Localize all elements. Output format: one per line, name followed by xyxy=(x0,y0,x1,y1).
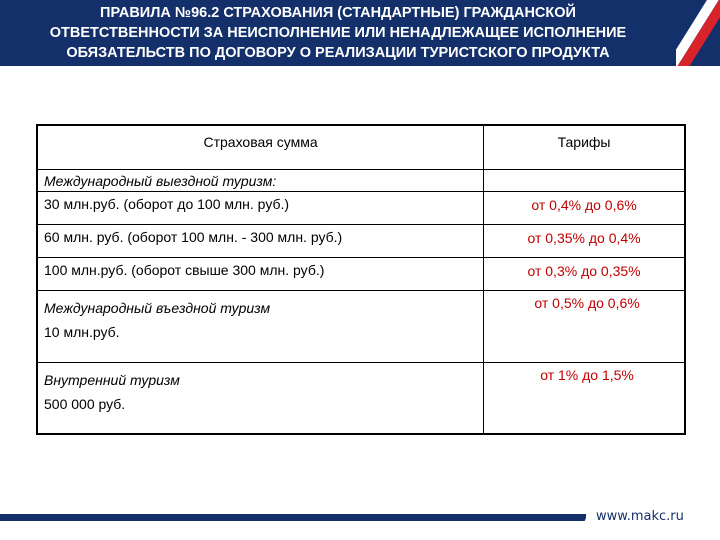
sum-amount: 500 000 руб. xyxy=(44,395,126,412)
sum-cell xyxy=(37,224,484,257)
table-row xyxy=(37,224,685,257)
sum-cell xyxy=(37,191,484,224)
table-header-row xyxy=(37,125,685,169)
table-row-inbound xyxy=(37,290,685,362)
inbound-label: Международный въездной туризм xyxy=(44,299,271,316)
sum-amount: 30 млн.руб. xyxy=(44,195,120,212)
footer-url-link[interactable]: www.makc.ru xyxy=(596,509,684,524)
rate-cell: от 0,5% до 0,6% xyxy=(484,290,685,362)
footer-band xyxy=(0,514,586,521)
col-header-rates: Тарифы xyxy=(484,125,685,169)
sum-cell xyxy=(37,257,484,290)
page-title-line1: ПРАВИЛА №96.2 СТРАХОВАНИЯ (СТАНДАРТНЫЕ) ГРАЖДАНСКОЙ xyxy=(100,5,576,21)
rates-table xyxy=(36,124,686,435)
sum-cell xyxy=(37,290,484,362)
table-row-domestic xyxy=(37,362,685,434)
col-header-sum: Страховая сумма xyxy=(37,125,484,169)
section-label-outbound: Международный выездной туризм: xyxy=(37,169,484,191)
rate-cell: от 0,4% до 0,6% xyxy=(484,191,685,224)
rate-cell: от 0,35% до 0,4% xyxy=(484,224,685,257)
page-title-line2: ОТВЕТСТВЕННОСТИ ЗА НЕИСПОЛНЕНИЕ ИЛИ НЕНАДЛЕЖАЩЕЕ ИСПОЛНЕНИЕ xyxy=(49,25,627,41)
sum-note: (оборот свыше 300 млн. руб.) xyxy=(127,261,325,278)
table-row xyxy=(37,257,685,290)
page-title-line3: ОБЯЗАТЕЛЬСТВ ПО ДОГОВОРУ О РЕАЛИЗАЦИИ ТУРИСТСКОГО ПРОДУКТА xyxy=(66,45,610,61)
section-empty-cell xyxy=(484,169,685,191)
rate-cell: от 0,3% до 0,35% xyxy=(484,257,685,290)
sum-note: (оборот до 100 млн. руб.) xyxy=(119,195,290,212)
rate-cell: от 1% до 1,5% xyxy=(484,362,685,434)
section-row xyxy=(37,169,685,191)
brand-stripes-icon xyxy=(676,0,720,66)
sum-amount: 10 млн.руб. xyxy=(44,323,120,340)
table-row xyxy=(37,191,685,224)
domestic-label: Внутренний туризм xyxy=(44,371,180,388)
page-title xyxy=(6,3,670,63)
sum-amount: 60 млн. руб. xyxy=(44,228,124,245)
sum-cell xyxy=(37,362,484,434)
sum-note: (оборот 100 млн. - 300 млн. руб.) xyxy=(123,228,343,245)
header-banner xyxy=(0,0,720,66)
sum-amount: 100 млн.руб. xyxy=(44,261,128,278)
